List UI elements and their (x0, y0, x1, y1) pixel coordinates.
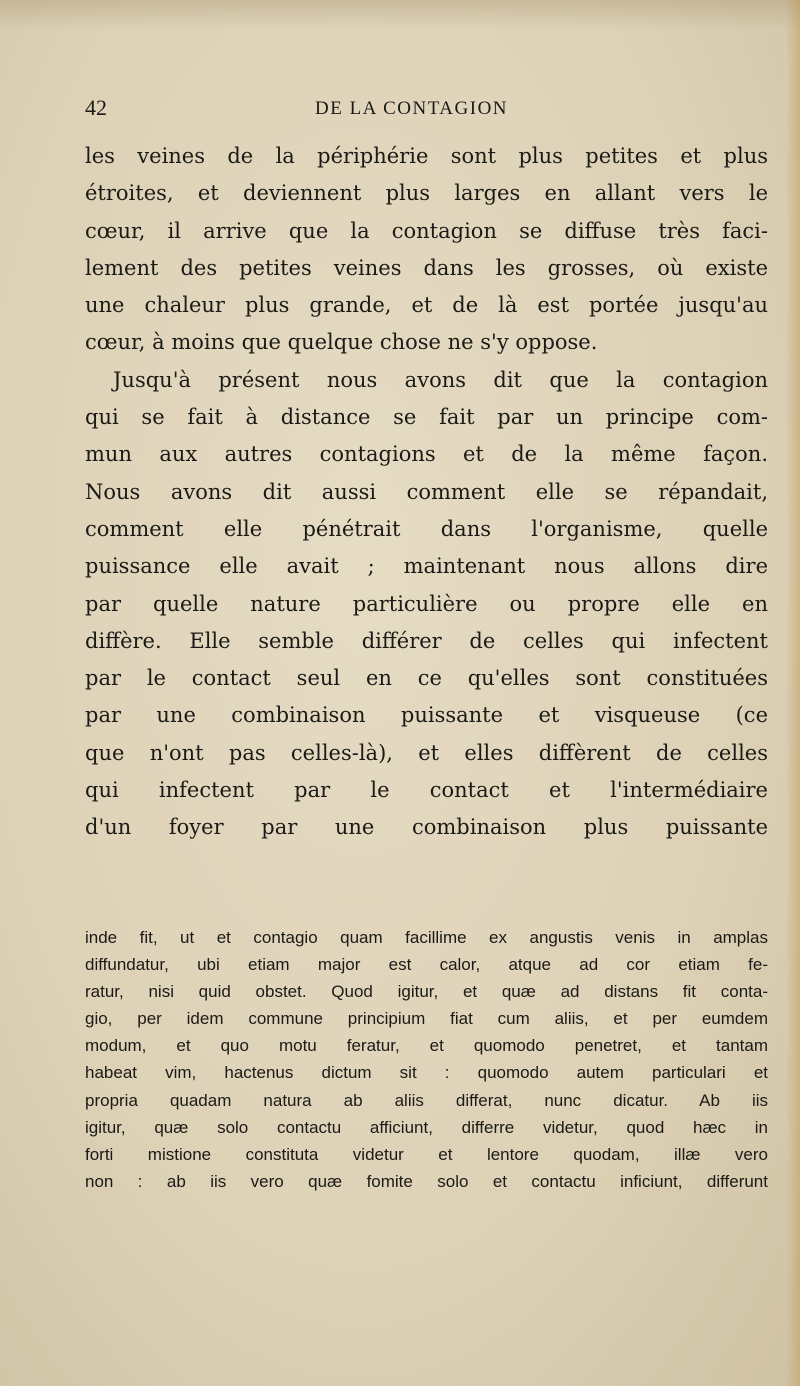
footnote-line: gio, per idem commune principium fiat cum aliis, et per eumdem (85, 1009, 768, 1029)
text-line: par le contact seul en ce qu'elles sont constituées (85, 666, 768, 691)
text-line: d'un foyer par une combinaison plus puissante (85, 815, 768, 840)
running-title: DE LA CONTAGION (315, 98, 509, 119)
text-line: cœur, à moins que quelque chose ne s'y oppose. (85, 330, 598, 355)
footnote-line: habeat vim, hactenus dictum sit : quomodo autem particulari et (85, 1063, 768, 1083)
footnote-line: diffundatur, ubi etiam major est calor, atque ad cor etiam fe- (85, 955, 768, 975)
text-line: lement des petites veines dans les grosses, où existe (85, 255, 768, 280)
text-line: comment elle pénétrait dans l'organisme, quelle (85, 516, 768, 541)
page-number: 42 (85, 95, 107, 120)
text-line: étroites, et deviennent plus larges en allant vers le (85, 181, 768, 206)
page-edge-stain (786, 0, 800, 1386)
text-line: qui infectent par le contact et l'intermédiaire (85, 778, 768, 803)
page-shadow-top (0, 0, 800, 30)
text-line: que n'ont pas celles-là), et elles diffèrent de celles (85, 740, 768, 765)
footnote-line: non : ab iis vero quæ fomite solo et contactu inficiunt, differunt (85, 1171, 768, 1191)
footnote-line: forti mistione constituta videtur et lentore quodam, illæ vero (85, 1144, 768, 1164)
text-line: par quelle nature particulière ou propre elle en (85, 591, 768, 616)
text-line: puissance elle avait ; maintenant nous allons dire (85, 554, 768, 579)
text-line: qui se fait à distance se fait par un principe com- (85, 405, 768, 430)
footnote-line: modum, et quo motu feratur, et quomodo penetret, et tantam (85, 1036, 768, 1056)
text-line: les veines de la périphérie sont plus petites et plus (85, 144, 768, 168)
footnote-line: ratur, nisi quid obstet. Quod igitur, et quæ ad distans fit conta- (85, 982, 768, 1002)
footnote-line: propria quadam natura ab aliis differat, nunc dicatur. Ab iis (85, 1090, 768, 1110)
latin-original-footnote (85, 924, 768, 1195)
text-line: Nous avons dit aussi comment elle se répandait, (85, 479, 768, 504)
text-line: une chaleur plus grande, et de là est portée jusqu'au (85, 293, 768, 318)
text-line: cœur, il arrive que la contagion se diffuse très faci- (85, 218, 768, 243)
text-line: Jusqu'à présent nous avons dit que la contagion (113, 367, 768, 392)
page-header (85, 94, 765, 124)
text-line: par une combinaison puissante et visqueuse (ce (85, 703, 768, 728)
text-line: mun aux autres contagions et de la même façon. (85, 442, 768, 467)
text-line: diffère. Elle semble différer de celles qui infectent (85, 628, 768, 653)
footnote-line: igitur, quæ solo contactu afficiunt, differre videtur, quod hæc in (85, 1117, 768, 1137)
french-translation-body (85, 138, 768, 847)
footnote-line: inde fit, ut et contagio quam facillime ex angustis venis in amplas (85, 928, 768, 947)
